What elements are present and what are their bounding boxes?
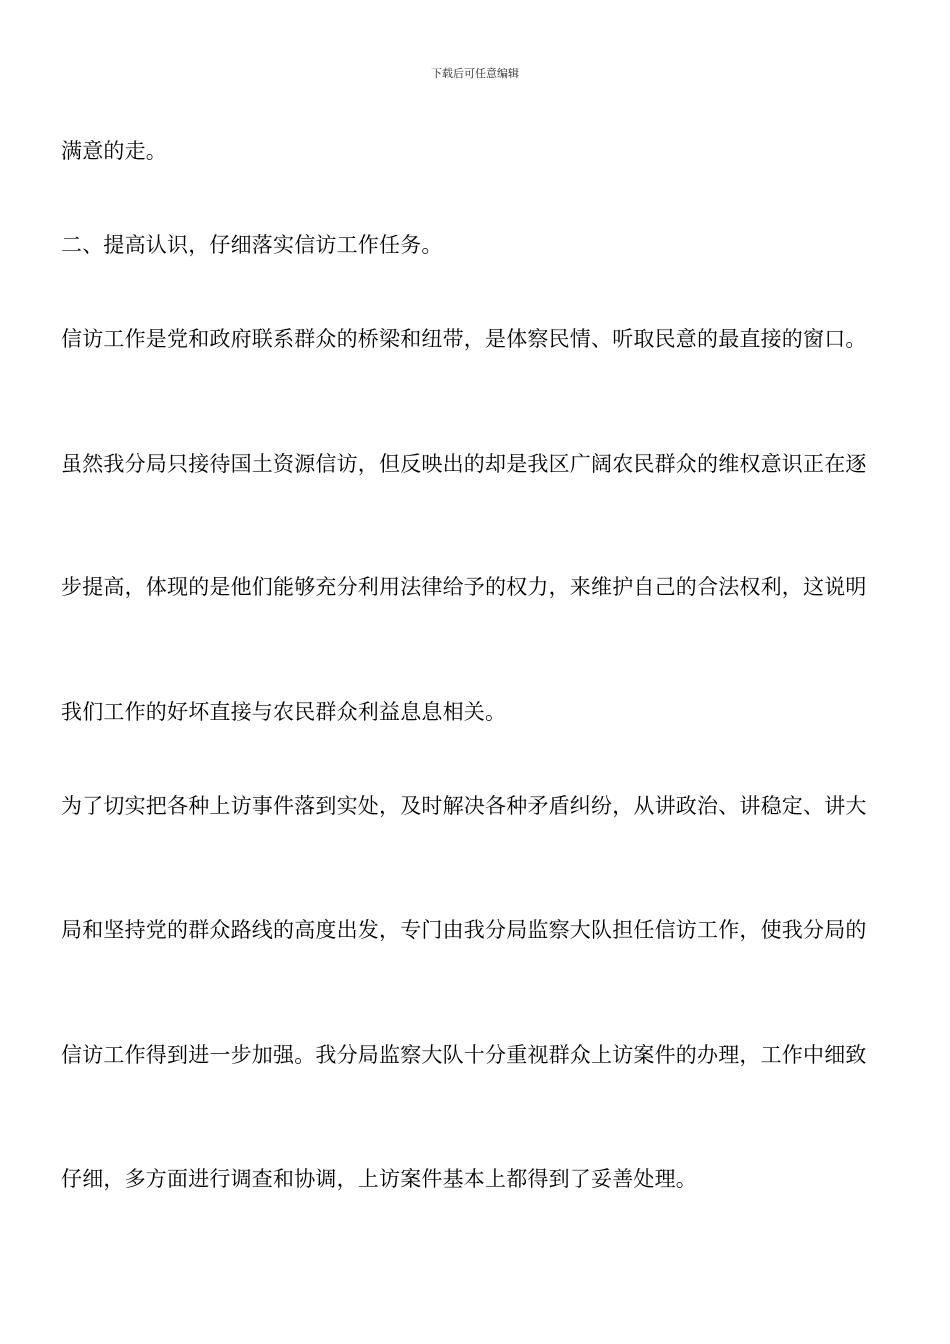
text-line-8: 局和坚持党的群众路线的高度出发，专门由我分局监察大队担任信访工作，使我分局的 [61,918,867,942]
text-line-1: 满意的走。 [61,139,167,163]
text-line-4: 虽然我分局只接待国土资源信访，但反映出的却是我区广阔农民群众的维权意识正在逐 [61,452,867,476]
text-line-7: 为了切实把各种上访事件落到实处，及时解决各种矛盾纠纷，从讲政治、讲稳定、讲大 [61,794,867,818]
text-line-3: 信访工作是党和政府联系群众的桥梁和纽带，是体察民情、听取民意的最直接的窗口。 [61,327,867,351]
text-line-6: 我们工作的好坏直接与农民群众利益息息相关。 [61,700,507,724]
section-heading: 二、提高认识，仔细落实信访工作任务。 [61,233,443,257]
text-line-5: 步提高，体现的是他们能够充分利用法律给予的权力，来维护自己的合法权利，这说明 [61,575,867,599]
text-line-10: 仔细，多方面进行调查和协调，上访案件基本上都得到了妥善处理。 [61,1167,697,1191]
text-line-9: 信访工作得到进一步加强。我分局监察大队十分重视群众上访案件的办理，工作中细致 [61,1043,867,1067]
page-header-note: 下载后可任意编辑 [431,67,519,80]
